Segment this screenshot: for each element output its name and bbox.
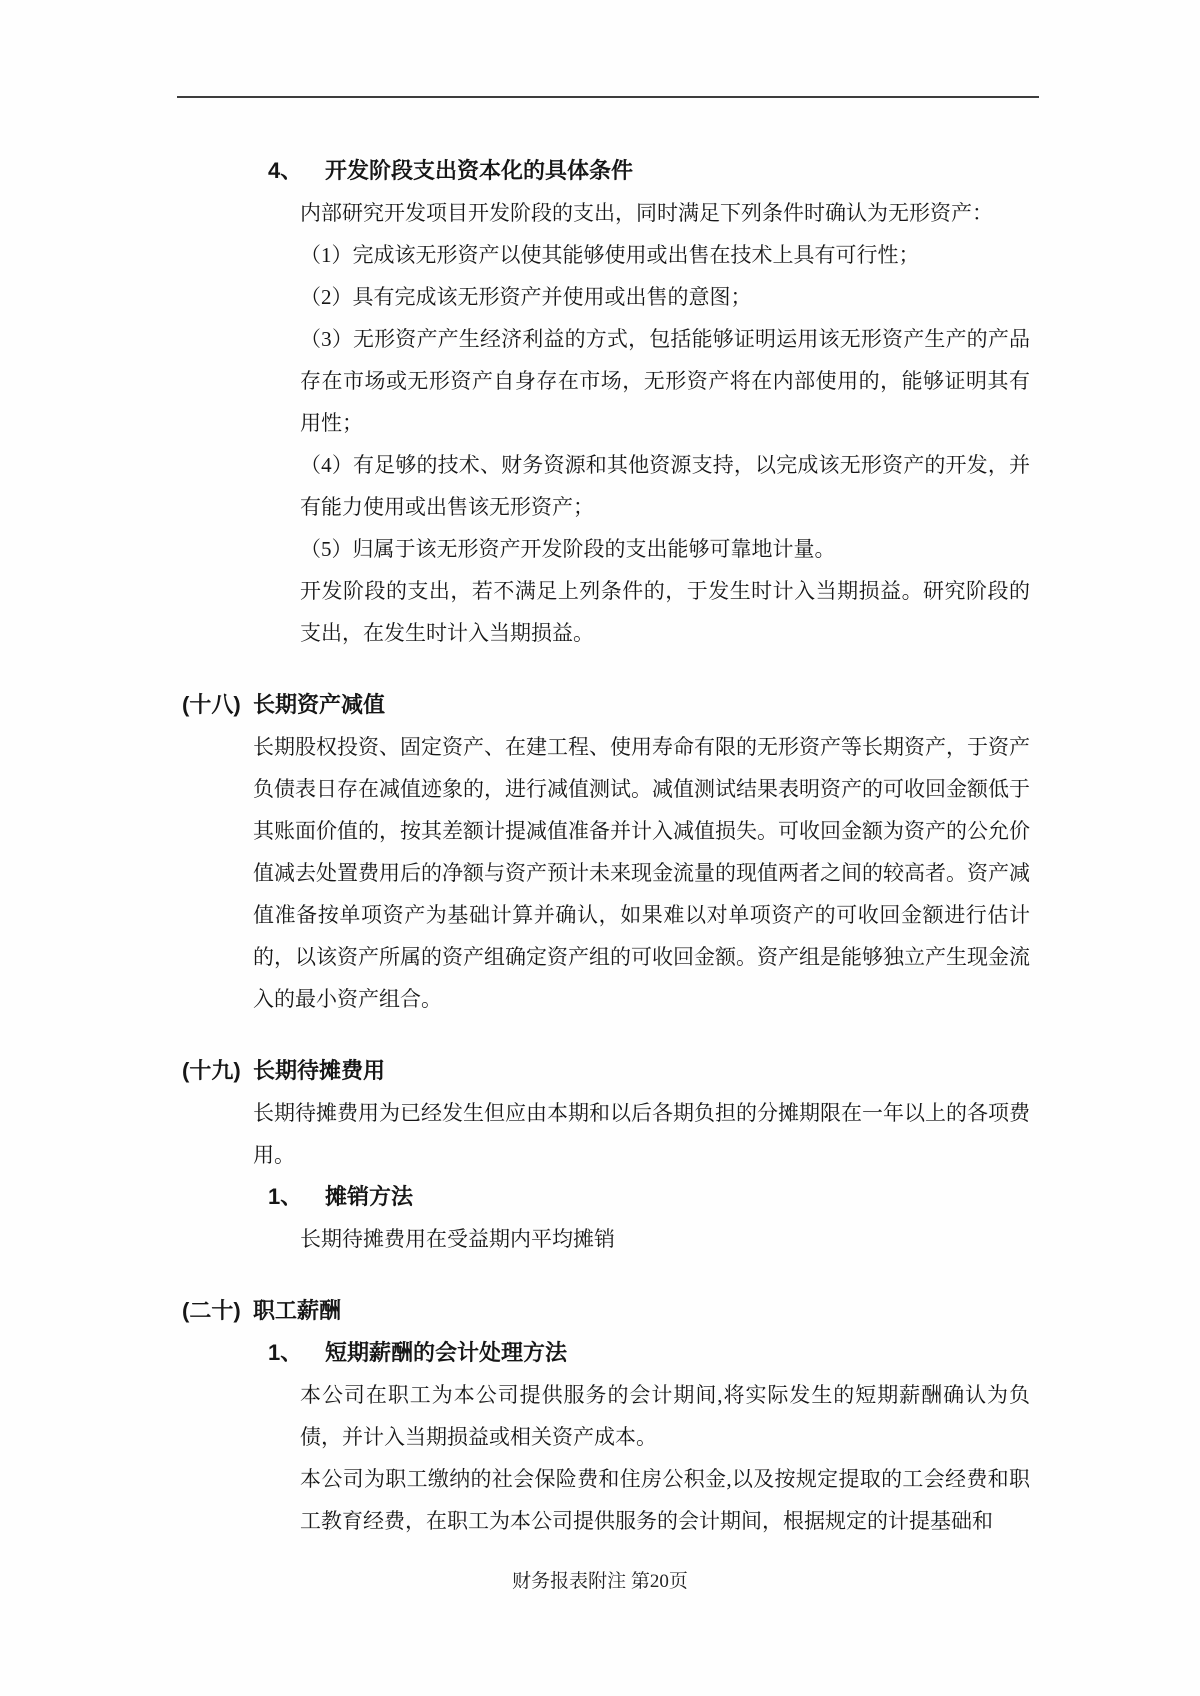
section-label: (十九) (182, 1058, 241, 1083)
page-content (182, 150, 1030, 1542)
section-label: (十八) (182, 692, 241, 717)
heading-number: 1、 (268, 1340, 303, 1365)
paragraph: （1）完成该无形资产以使其能够使用或出售在技术上具有可行性； (300, 243, 920, 267)
section-title: 长期资产减值 (253, 692, 386, 717)
page-footer: 财务报表附注 第20页 (512, 1571, 688, 1592)
paragraph: 本公司在职工为本公司提供服务的会计期间,将实际发生的短期薪酬确认为负债，并计入当期损益或相关资产成本。 (300, 1383, 1030, 1449)
paragraph: （2）具有完成该无形资产并使用或出售的意图； (300, 285, 752, 309)
section-heading (182, 684, 1030, 726)
section-heading (182, 1050, 1030, 1092)
heading-number: 4、 (268, 158, 303, 183)
paragraph: 长期股权投资、固定资产、在建工程、使用寿命有限的无形资产等长期资产，于资产负债表日存在减值迹象的，进行减值测试。减值测试结果表明资产的可收回金额低于其账面价值的，按其差额计提减值准备并计入减值损失。可收回金额为资产的公允价值减去处置费用后的净额与资产预计未来现金流量的现值两者之间的较高者。资产减值准备按单项资产为基础计算并确认，如果难以对单项资产的可收回金额进行估计的，以该资产所属的资产组确定资产组的可收回金额。资产组是能够独立产生现金流入的最小资产组合。 (253, 735, 1030, 1011)
numbered-heading (268, 1176, 1030, 1218)
numbered-heading (268, 150, 1030, 192)
section-19-deferred-expenses (182, 1050, 1030, 1260)
heading-title: 短期薪酬的会计处理方法 (325, 1340, 568, 1365)
section-20-payroll (182, 1290, 1030, 1542)
section-18-impairment (182, 684, 1030, 1020)
paragraph: 内部研究开发项目开发阶段的支出，同时满足下列条件时确认为无形资产： (300, 201, 993, 225)
section-title: 职工薪酬 (253, 1298, 342, 1323)
numbered-heading (268, 1332, 1030, 1374)
header-rule (177, 96, 1039, 98)
section-dev-capitalization (182, 150, 1030, 654)
paragraph: 长期待摊费用在受益期内平均摊销 (300, 1227, 615, 1251)
heading-title: 摊销方法 (325, 1184, 414, 1209)
paragraph: （3）无形资产产生经济利益的方式，包括能够证明运用该无形资产生产的产品存在市场或无形资产自身存在市场，无形资产将在内部使用的，能够证明其有用性； (300, 327, 1030, 435)
section-label: (二十) (182, 1298, 241, 1323)
paragraph: 开发阶段的支出，若不满足上列条件的，于发生时计入当期损益。研究阶段的支出，在发生时计入当期损益。 (300, 579, 1030, 645)
heading-title: 开发阶段支出资本化的具体条件 (325, 158, 634, 183)
paragraph: （4）有足够的技术、财务资源和其他资源支持，以完成该无形资产的开发，并有能力使用或出售该无形资产； (300, 453, 1030, 519)
section-heading (182, 1290, 1030, 1332)
section-title: 长期待摊费用 (253, 1058, 386, 1083)
paragraph: （5）归属于该无形资产开发阶段的支出能够可靠地计量。 (300, 537, 836, 561)
paragraph: 长期待摊费用为已经发生但应由本期和以后各期负担的分摊期限在一年以上的各项费用。 (253, 1101, 1030, 1167)
paragraph: 本公司为职工缴纳的社会保险费和住房公积金,以及按规定提取的工会经费和职工教育经费，在职工为本公司提供服务的会计期间，根据规定的计提基础和 (300, 1467, 1030, 1533)
heading-number: 1、 (268, 1184, 303, 1209)
